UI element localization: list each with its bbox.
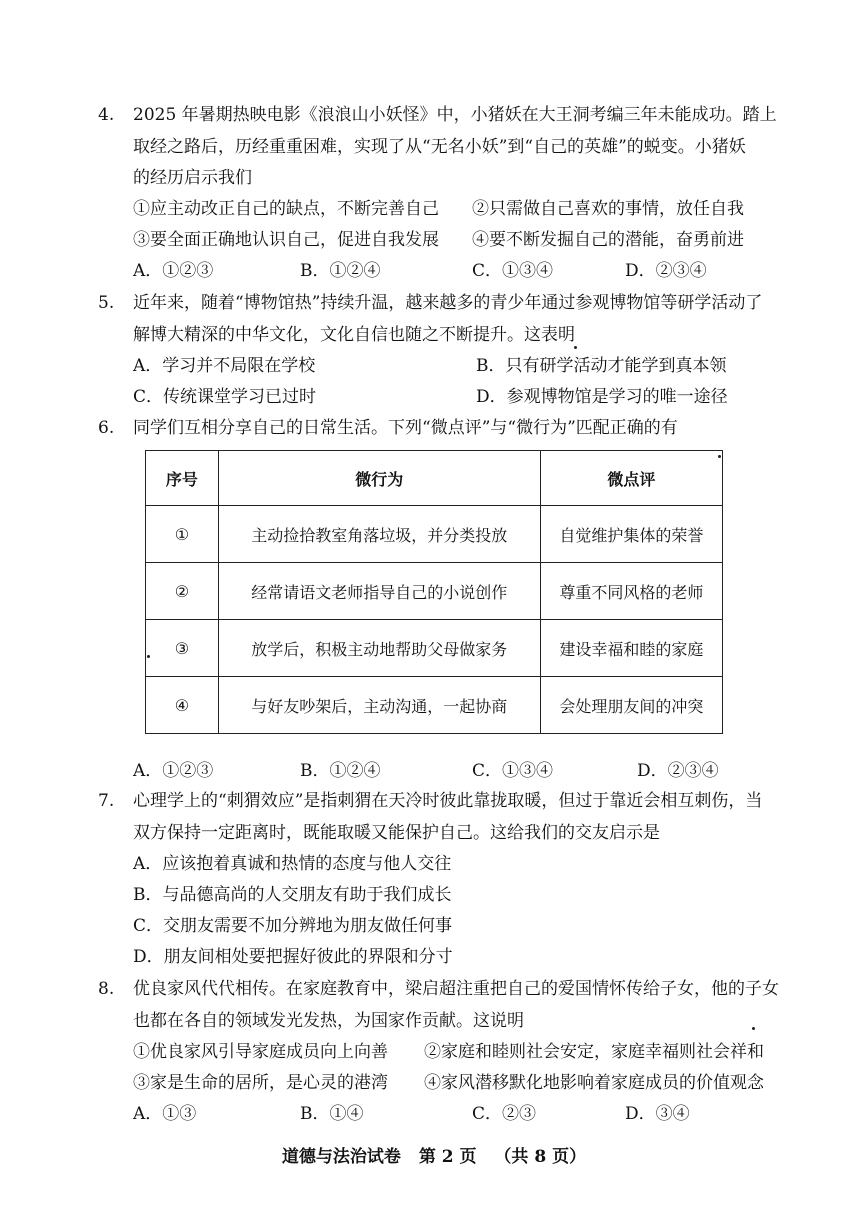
q8-stem-line-1: 优良家风代代相传。在家庭教育中，梁启超注重把自己的爱国情怀传给子女，他的子女 <box>133 979 779 999</box>
table-header-index: 序号 <box>146 451 219 506</box>
table-cell-index: ① <box>146 506 219 563</box>
q7-stem-line-2: 双方保持一定距离时，既能取暖又能保护自己。这给我们的交友启示是 <box>133 823 660 843</box>
q5-option-b: B．只有研学活动才能学到真本领 <box>476 356 727 376</box>
q4-option-d: D．②③④ <box>625 261 707 281</box>
table-header-comment: 微点评 <box>540 451 722 506</box>
q4-item-1: ①应主动改正自己的缺点，不断完善自己 <box>133 199 439 219</box>
table-cell-behavior: 经常请语文老师指导自己的小说创作 <box>218 563 540 620</box>
table-cell-comment: 自觉维护集体的荣誉 <box>540 506 722 563</box>
table-row <box>146 506 723 563</box>
q4-option-c: C．①③④ <box>472 261 554 281</box>
q6-option-b: B．①②④ <box>300 761 381 781</box>
q8-option-a: A．①③ <box>133 1104 197 1124</box>
q4-stem-line-1: 2025 年暑期热映电影《浪浪山小妖怪》中，小猪妖在大王洞考编三年未能成功。踏上 <box>133 105 777 125</box>
table-cell-comment: 尊重不同风格的老师 <box>540 563 722 620</box>
q5-option-a: A．学习并不局限在学校 <box>133 356 316 376</box>
q7-option-b: B．与品德高尚的人交朋友有助于我们成长 <box>133 885 452 905</box>
q8-option-c: C．②③ <box>472 1104 537 1124</box>
scan-speck <box>752 1027 755 1030</box>
q6-stem-line-1: 同学们互相分享自己的日常生活。下列“微点评”与“微行为”匹配正确的有 <box>133 418 678 438</box>
q8-option-d: D．③④ <box>625 1104 690 1124</box>
q6-option-d: D．②③④ <box>637 761 719 781</box>
q7-number: 7. <box>98 791 115 811</box>
q8-stem-line-2: 也都在各自的领域发光发热，为国家作贡献。这说明 <box>133 1011 524 1031</box>
q6-matching-table <box>145 450 723 734</box>
scan-speck <box>718 455 721 458</box>
table-cell-index: ④ <box>146 677 219 734</box>
q5-option-c: C．传统课堂学习已过时 <box>133 387 317 407</box>
q5-option-d: D．参观博物馆是学习的唯一途径 <box>476 387 728 407</box>
q7-stem-line-1: 心理学上的“刺猬效应”是指刺猬在天冷时彼此靠拢取暖，但过于靠近会相互刺伤，当 <box>133 791 763 811</box>
q4-stem-line-3: 的经历启示我们 <box>133 168 252 188</box>
q6-option-c: C．①③④ <box>472 761 554 781</box>
q7-option-d: D．朋友间相处要把握好彼此的界限和分寸 <box>133 947 453 967</box>
q4-number: 4. <box>98 105 115 125</box>
q4-item-2: ②只需做自己喜欢的事情，放任自我 <box>472 199 744 219</box>
q8-number: 8. <box>98 979 115 999</box>
q4-item-3: ③要全面正确地认识自己，促进自我发展 <box>133 230 439 250</box>
table-cell-index: ③ <box>146 620 219 677</box>
q8-item-4: ④家风潜移默化地影响着家庭成员的价值观念 <box>424 1073 764 1093</box>
q4-option-a: A．①②③ <box>133 261 214 281</box>
table-header-behavior: 微行为 <box>218 451 540 506</box>
table-header-row <box>146 451 723 506</box>
q4-item-4: ④要不断发掘自己的潜能，奋勇前进 <box>472 230 744 250</box>
table-cell-behavior: 与好友吵架后，主动沟通，一起协商 <box>218 677 540 734</box>
q6-number: 6. <box>98 418 115 438</box>
q7-option-a: A．应该抱着真诚和热情的态度与他人交往 <box>133 854 452 874</box>
q8-option-b: B．①④ <box>300 1104 364 1124</box>
page-footer <box>0 1142 868 1167</box>
footer-total: （共 8 页） <box>494 1147 587 1167</box>
table-cell-behavior: 主动捡拾教室角落垃圾，并分类投放 <box>218 506 540 563</box>
q8-item-2: ②家庭和睦则社会安定，家庭幸福则社会祥和 <box>424 1042 764 1062</box>
q6-option-a: A．①②③ <box>133 761 214 781</box>
q8-item-1: ①优良家风引导家庭成员向上向善 <box>133 1042 388 1062</box>
q5-number: 5. <box>98 293 115 313</box>
table-cell-index: ② <box>146 563 219 620</box>
q8-item-3: ③家是生命的居所，是心灵的港湾 <box>133 1073 388 1093</box>
table-row <box>146 620 723 677</box>
table-row <box>146 677 723 734</box>
footer-subject: 道德与法治试卷 <box>281 1147 401 1167</box>
q4-option-b: B．①②④ <box>300 261 381 281</box>
table-row <box>146 563 723 620</box>
footer-page: 第 2 页 <box>418 1147 477 1167</box>
scan-speck <box>574 346 577 349</box>
scan-speck <box>147 655 150 658</box>
q7-option-c: C．交朋友需要不加分辨地为朋友做任何事 <box>133 916 453 936</box>
q4-stem-line-2: 取经之路后，历经重重困难，实现了从“无名小妖”到“自己的英雄”的蜕变。小猪妖 <box>133 137 746 157</box>
table-cell-comment: 会处理朋友间的冲突 <box>540 677 722 734</box>
q5-stem-line-2: 解博大精深的中华文化，文化自信也随之不断提升。这表明 <box>133 325 575 345</box>
q5-stem-line-1: 近年来，随着“博物馆热”持续升温，越来越多的青少年通过参观博物馆等研学活动了 <box>133 293 763 313</box>
table-cell-behavior: 放学后，积极主动地帮助父母做家务 <box>218 620 540 677</box>
table-cell-comment: 建设幸福和睦的家庭 <box>540 620 722 677</box>
